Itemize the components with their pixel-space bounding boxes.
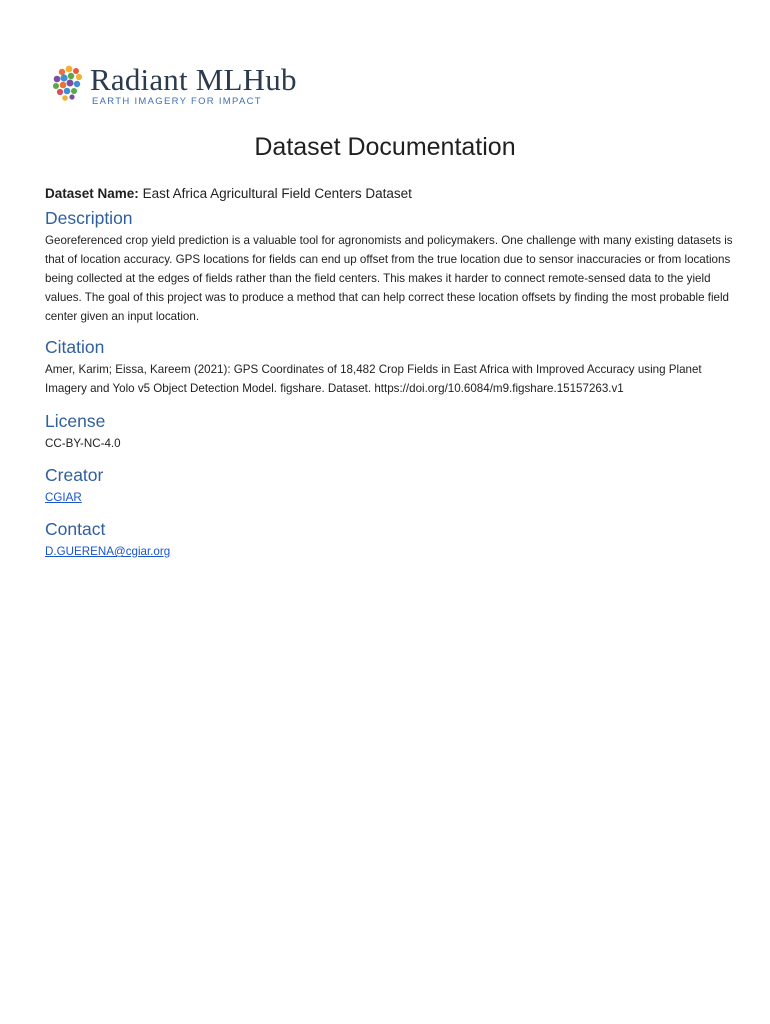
license-heading: License: [45, 411, 106, 431]
citation-section: [45, 336, 735, 398]
globe-dots-icon: [52, 64, 88, 102]
description-heading: Description: [45, 208, 133, 228]
description-text: Georeferenced crop yield prediction is a valuable tool for agronomists and policymakers. One challenge with many existing datasets is that of location accuracy. GPS locations for fields can end up offset from the true location due to sensor inaccuracies or from locations being collected at the edges of fields rather than the field centers. This makes it harder to connect remote-sensed data to the yield values. The goal of this project was to produce a method that can help correct these location offsets by finding the most probable field center given an input location.: [45, 234, 733, 323]
contact-section: [45, 518, 735, 561]
dataset-name-line: [45, 184, 735, 204]
logo-tagline: EARTH IMAGERY FOR IMPACT: [92, 96, 262, 107]
description-section: [45, 207, 735, 326]
dataset-name-label: Dataset Name:: [45, 186, 139, 201]
citation-heading: Citation: [45, 337, 105, 357]
logo-name: Radiant MLHub: [90, 62, 297, 97]
license-section: [45, 410, 735, 453]
logo-text: [90, 64, 297, 107]
creator-heading: Creator: [45, 465, 104, 485]
citation-text: Amer, Karim; Eissa, Kareem (2021): GPS Coordinates of 18,482 Crop Fields in East Africa with Improved Accuracy using Planet Imagery and Yolo v5 Object Detection Model. figshare. Dataset. https://doi.org/10.6084/m9.figshare.15157263.v1: [45, 363, 702, 395]
license-text: CC-BY-NC-4.0: [45, 437, 121, 450]
dataset-name-value: East Africa Agricultural Field Centers Dataset: [142, 186, 412, 201]
creator-link[interactable]: CGIAR: [45, 491, 82, 504]
contact-heading: Contact: [45, 519, 106, 539]
document-body: [45, 184, 735, 561]
contact-email-link[interactable]: D.GUERENA@cgiar.org: [45, 545, 171, 558]
creator-section: [45, 464, 735, 507]
page-title: Dataset Documentation: [254, 133, 516, 161]
radiant-mlhub-logo: [52, 64, 297, 107]
